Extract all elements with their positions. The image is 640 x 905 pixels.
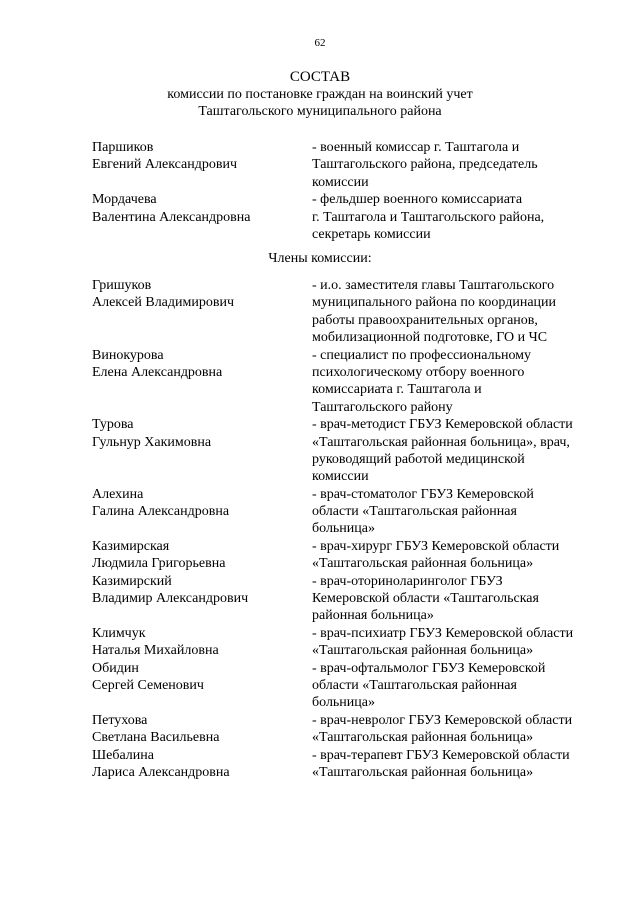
member-role-line: «Таштагольская районная больница», врач, bbox=[312, 434, 570, 450]
member-role-line: - врач-оториноларинголог ГБУЗ bbox=[312, 573, 503, 589]
member-entry bbox=[92, 573, 612, 625]
member-name bbox=[92, 139, 312, 191]
member-name bbox=[92, 538, 312, 573]
member-role bbox=[312, 538, 612, 573]
member-name bbox=[92, 747, 312, 782]
commission-members-list bbox=[92, 277, 612, 781]
document-title: СОСТАВ bbox=[289, 69, 351, 85]
member-role bbox=[312, 139, 612, 191]
member-name-line: Казимирская bbox=[92, 538, 170, 554]
member-role-line: - врач-хирург ГБУЗ Кемеровской области bbox=[312, 538, 560, 554]
member-role-line: - врач-психиатр ГБУЗ Кемеровской области bbox=[312, 625, 574, 641]
member-role bbox=[312, 660, 612, 712]
commission-leadership-list bbox=[92, 139, 612, 243]
document-subtitle-line-2: Таштагольского муниципального района bbox=[198, 104, 442, 119]
member-role-line: секретарь комиссии bbox=[312, 226, 431, 242]
member-role-line: Таштагольского району bbox=[312, 399, 453, 415]
member-entry bbox=[92, 347, 612, 417]
member-role-line: - и.о. заместителя главы Таштагольского bbox=[312, 278, 555, 293]
member-name-line: Мордачева bbox=[92, 192, 157, 208]
member-role-line: муниципального района по координации bbox=[312, 295, 557, 311]
member-name-line: Евгений Александрович bbox=[92, 157, 238, 173]
members-heading: Члены комиссии: bbox=[268, 251, 372, 266]
member-name-line: Гришуков bbox=[92, 278, 152, 293]
member-name bbox=[92, 486, 312, 538]
member-name-line: Петухова bbox=[92, 712, 148, 728]
member-role-line: комиссариата г. Таштагола и bbox=[312, 382, 482, 398]
leadership-entry bbox=[92, 191, 612, 243]
member-name-line: Владимир Александрович bbox=[92, 591, 249, 607]
member-role-line: комиссии bbox=[312, 469, 369, 485]
member-role bbox=[312, 486, 612, 538]
member-name bbox=[92, 573, 312, 625]
member-role bbox=[312, 625, 612, 660]
member-entry bbox=[92, 625, 612, 660]
member-entry bbox=[92, 486, 612, 538]
member-name-line: Лариса Александровна bbox=[92, 764, 230, 780]
member-name bbox=[92, 416, 312, 486]
member-name-line: Винокурова bbox=[92, 347, 164, 363]
member-role-line: комиссии bbox=[312, 174, 369, 190]
member-role-line: Таштагольского района, председатель bbox=[312, 157, 538, 173]
member-role-line: - врач-невролог ГБУЗ Кемеровской области bbox=[312, 712, 573, 728]
leadership-entry bbox=[92, 139, 612, 191]
member-name bbox=[92, 347, 312, 417]
member-name-line: Галина Александровна bbox=[92, 504, 230, 520]
member-role-line: - врач-терапевт ГБУЗ Кемеровской области bbox=[312, 747, 570, 763]
member-role-line: «Таштагольская районная больница» bbox=[312, 643, 534, 659]
member-role-line: области «Таштагольская районная bbox=[312, 677, 517, 693]
member-role-line: больница» bbox=[312, 521, 375, 537]
member-name bbox=[92, 660, 312, 712]
member-role-line: мобилизационной подготовке, ГО и ЧС bbox=[312, 330, 548, 346]
member-role-line: - врач-методист ГБУЗ Кемеровской области bbox=[312, 417, 573, 433]
member-name-line: Алексей Владимирович bbox=[92, 295, 235, 311]
member-name-line: Казимирский bbox=[92, 573, 172, 589]
member-role-line: - военный комиссар г. Таштагола и bbox=[312, 140, 520, 155]
member-name-line: Сергей Семенович bbox=[92, 677, 204, 693]
document-heading bbox=[0, 68, 640, 120]
member-name bbox=[92, 191, 312, 243]
member-role-line: психологическому отбору военного bbox=[312, 364, 525, 380]
member-name-line: Наталья Михайловна bbox=[92, 643, 219, 659]
member-role bbox=[312, 277, 612, 347]
member-role-line: больница» bbox=[312, 695, 375, 711]
member-entry bbox=[92, 416, 612, 486]
member-role-line: «Таштагольская районная больница» bbox=[312, 764, 534, 780]
member-role bbox=[312, 747, 612, 782]
member-name-line: Гульнур Хакимовна bbox=[92, 434, 212, 450]
member-role-line: г. Таштагола и Таштагольского района, bbox=[312, 209, 545, 225]
document-subtitle-line-1: комиссии по постановке граждан на воинский учет bbox=[167, 87, 473, 102]
member-role-line: - специалист по профессиональному bbox=[312, 347, 532, 363]
member-name-line: Шебалина bbox=[92, 747, 154, 763]
member-role bbox=[312, 712, 612, 747]
member-entry bbox=[92, 712, 612, 747]
member-name-line: Обидин bbox=[92, 660, 139, 676]
member-role-line: - фельдшер военного комиссариата bbox=[312, 192, 523, 208]
member-entry bbox=[92, 747, 612, 782]
member-role bbox=[312, 573, 612, 625]
member-name-line: Паршиков bbox=[92, 140, 154, 155]
member-entry bbox=[92, 538, 612, 573]
member-entry bbox=[92, 277, 612, 347]
member-role-line: Кемеровской области «Таштагольская bbox=[312, 591, 539, 607]
member-role-line: районная больница» bbox=[312, 608, 434, 624]
member-name-line: Елена Александровна bbox=[92, 364, 223, 380]
member-name bbox=[92, 712, 312, 747]
member-role bbox=[312, 191, 612, 243]
member-role-line: - врач-стоматолог ГБУЗ Кемеровской bbox=[312, 486, 534, 502]
member-role-line: «Таштагольская районная больница» bbox=[312, 730, 534, 746]
member-name-line: Светлана Васильевна bbox=[92, 730, 220, 746]
member-entry bbox=[92, 660, 612, 712]
member-role-line: работы правоохранительных органов, bbox=[312, 312, 538, 328]
member-role-line: руководящий работой медицинской bbox=[312, 451, 525, 467]
member-name-line: Турова bbox=[92, 417, 134, 433]
member-role bbox=[312, 347, 612, 417]
member-name bbox=[92, 625, 312, 660]
member-name-line: Людмила Григорьевна bbox=[92, 556, 226, 572]
member-role-line: области «Таштагольская районная bbox=[312, 504, 517, 520]
member-role-line: «Таштагольская районная больница» bbox=[312, 556, 534, 572]
page-number: 62 bbox=[314, 37, 326, 49]
member-role bbox=[312, 416, 612, 486]
member-name-line: Валентина Александровна bbox=[92, 209, 251, 225]
member-name-line: Климчук bbox=[92, 625, 146, 641]
member-name bbox=[92, 277, 312, 347]
member-name-line: Алехина bbox=[92, 486, 144, 502]
member-role-line: - врач-офтальмолог ГБУЗ Кемеровской bbox=[312, 660, 546, 676]
